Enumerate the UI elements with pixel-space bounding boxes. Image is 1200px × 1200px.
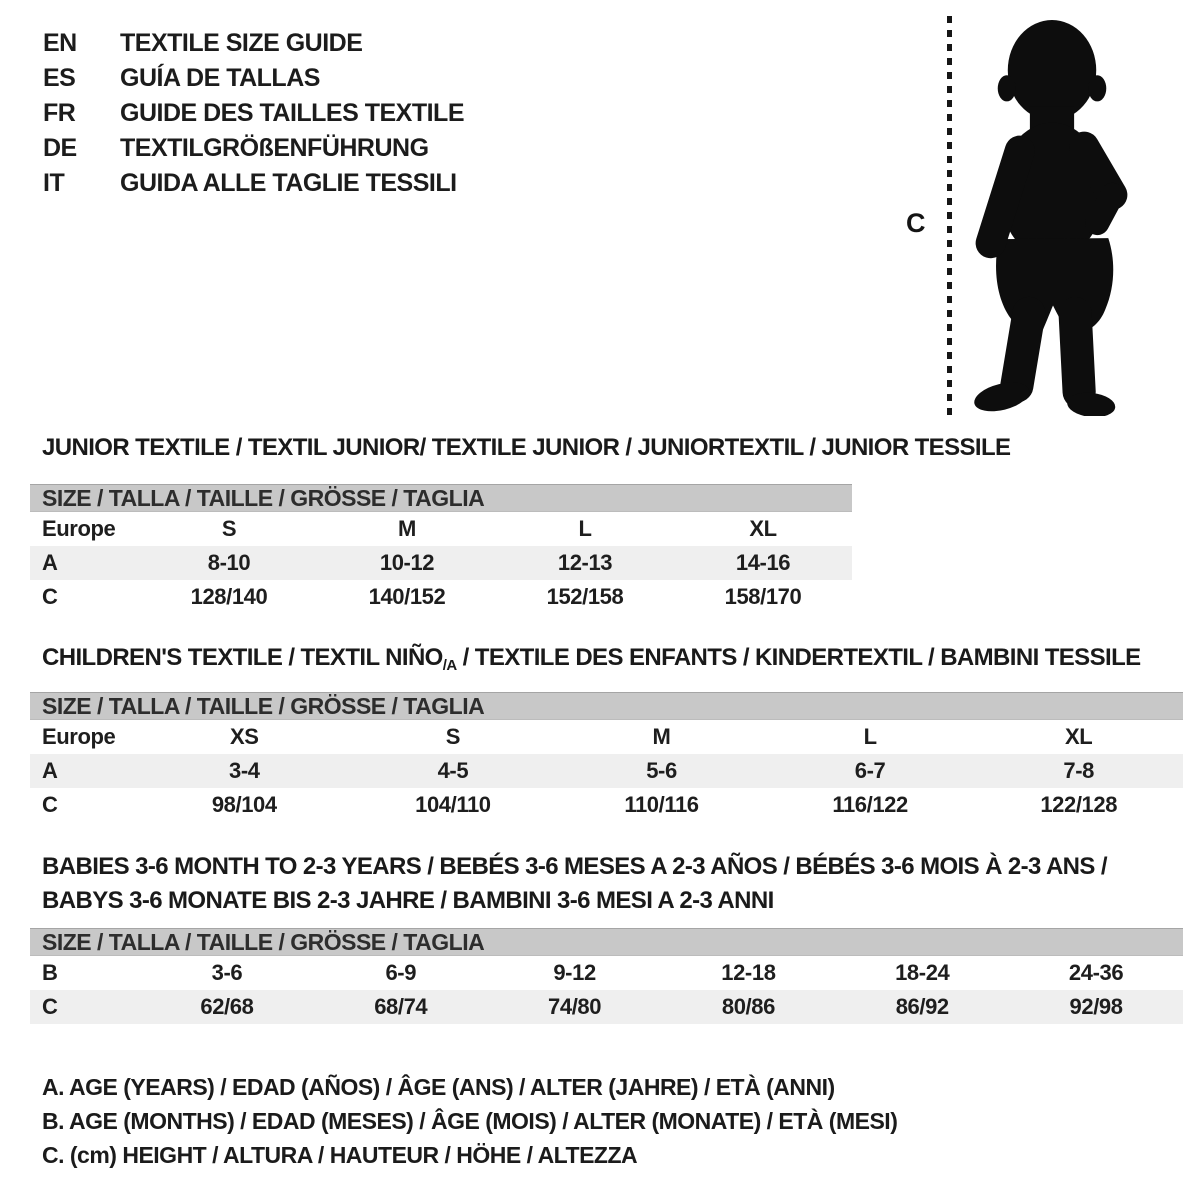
age-cell: 24-36	[1068, 960, 1124, 985]
height-measure-label: C	[906, 208, 926, 238]
table-row-height	[30, 788, 1183, 822]
height-cell: 74/80	[548, 994, 602, 1019]
language-row	[43, 26, 464, 61]
language-code: EN	[43, 29, 77, 57]
children-heading-suffix: / TEXTILE DES ENFANTS / KINDERTEXTIL / BAMBINI TESSILE	[456, 644, 1141, 671]
language-code: DE	[43, 134, 77, 162]
language-row	[43, 61, 464, 96]
children-heading-prefix: CHILDREN'S TEXTILE / TEXTIL NIÑO	[42, 644, 443, 671]
height-cell: 122/128	[1040, 792, 1118, 817]
language-code: FR	[43, 99, 76, 127]
row-label: Europe	[42, 724, 116, 749]
age-cell: 12-18	[721, 960, 776, 985]
age-cell: 8-10	[207, 550, 251, 575]
junior-section-heading: JUNIOR TEXTILE / TEXTIL JUNIOR/ TEXTILE JUNIOR / JUNIORTEXTIL / JUNIOR TESSILE	[42, 434, 1011, 461]
children-heading-sub: /A	[442, 657, 457, 674]
size-header-bar: SIZE / TALLA / TAILLE / GRÖSSE / TAGLIA	[30, 928, 1183, 956]
age-cell: 10-12	[379, 550, 435, 575]
size-cell: L	[578, 516, 592, 541]
footnote-height: C. (cm) HEIGHT / ALTURA / HAUTEUR / HÖHE / ALTEZZA	[42, 1142, 638, 1168]
height-dashed-line	[947, 16, 952, 416]
language-row	[43, 131, 464, 166]
babies-section-heading-line2: BABYS 3-6 MONATE BIS 2-3 JAHRE / BAMBINI 3-6 MESI A 2-3 ANNI	[42, 887, 774, 914]
table-row-height	[30, 990, 1183, 1024]
size-cell: XL	[1065, 724, 1093, 749]
language-title: GUÍA DE TALLAS	[120, 64, 320, 92]
age-cell: 3-4	[228, 758, 260, 783]
table-row-age	[30, 546, 852, 580]
babies-section-heading-line1: BABIES 3-6 MONTH TO 2-3 YEARS / BEBÉS 3-6 MESES A 2-3 AÑOS / BÉBÉS 3-6 MOIS À 2-3 ANS /	[42, 853, 1107, 880]
size-cell: L	[863, 724, 877, 749]
table-row-age-months	[30, 956, 1183, 990]
size-cell: XL	[749, 516, 777, 541]
age-cell: 12-13	[557, 550, 613, 575]
size-header-bar: SIZE / TALLA / TAILLE / GRÖSSE / TAGLIA	[30, 484, 852, 512]
language-row	[43, 166, 464, 201]
size-cell: M	[398, 516, 416, 541]
row-label: B	[42, 960, 58, 985]
age-cell: 5-6	[646, 758, 677, 783]
language-title-list	[43, 26, 464, 201]
size-cell: M	[652, 724, 671, 749]
height-cell: 152/158	[546, 584, 624, 609]
row-label: C	[42, 994, 58, 1019]
language-row	[43, 96, 464, 131]
language-title: GUIDE DES TAILLES TEXTILE	[120, 99, 465, 127]
table-row-height	[30, 580, 852, 614]
age-cell: 4-5	[437, 758, 469, 783]
row-label: A	[42, 758, 58, 783]
height-cell: 110/116	[624, 792, 699, 817]
height-cell: 140/152	[368, 584, 446, 609]
babies-size-table	[30, 928, 1183, 1024]
height-cell: 98/104	[211, 792, 277, 817]
footnote-age-months: B. AGE (MONTHS) / EDAD (MESES) / ÂGE (MOIS) / ALTER (MONATE) / ETÀ (MESI)	[42, 1108, 898, 1134]
size-cell: XS	[230, 724, 259, 749]
age-cell: 7-8	[1063, 758, 1094, 783]
height-cell: 86/92	[895, 994, 949, 1019]
age-cell: 6-7	[854, 758, 886, 783]
footnote-age-years: A. AGE (YEARS) / EDAD (AÑOS) / ÂGE (ANS) / ALTER (JAHRE) / ETÀ (ANNI)	[42, 1074, 835, 1100]
size-cell: S	[221, 516, 237, 541]
table-row-europe	[30, 720, 1183, 754]
language-code: ES	[43, 64, 76, 92]
children-size-table	[30, 692, 1183, 822]
height-cell: 80/86	[721, 994, 775, 1019]
row-label: C	[42, 584, 58, 609]
height-cell: 62/68	[200, 994, 254, 1019]
height-cell: 128/140	[190, 584, 268, 609]
size-header-bar: SIZE / TALLA / TAILLE / GRÖSSE / TAGLIA	[30, 692, 1183, 720]
language-code: IT	[43, 169, 65, 197]
row-label: C	[42, 792, 58, 817]
language-title: GUIDA ALLE TAGLIE TESSILI	[120, 169, 457, 197]
height-cell: 158/170	[724, 584, 802, 609]
age-cell: 3-6	[211, 960, 243, 985]
row-label: A	[42, 550, 58, 575]
language-title: TEXTILGRÖßENFÜHRUNG	[120, 134, 429, 162]
age-cell: 14-16	[735, 550, 791, 575]
table-row-age	[30, 754, 1183, 788]
age-cell: 9-12	[553, 960, 596, 985]
language-title: TEXTILE SIZE GUIDE	[120, 29, 363, 57]
age-cell: 18-24	[895, 960, 950, 985]
height-cell: 116/122	[832, 792, 908, 817]
baby-silhouette-icon	[963, 14, 1139, 416]
row-label: Europe	[42, 516, 116, 541]
junior-size-table	[30, 484, 852, 614]
age-cell: 6-9	[385, 960, 417, 985]
table-row-europe	[30, 512, 852, 546]
height-cell: 92/98	[1069, 994, 1123, 1019]
size-cell: S	[445, 724, 461, 749]
height-cell: 104/110	[415, 792, 491, 817]
height-cell: 68/74	[374, 994, 428, 1019]
children-section-heading	[42, 644, 1141, 674]
